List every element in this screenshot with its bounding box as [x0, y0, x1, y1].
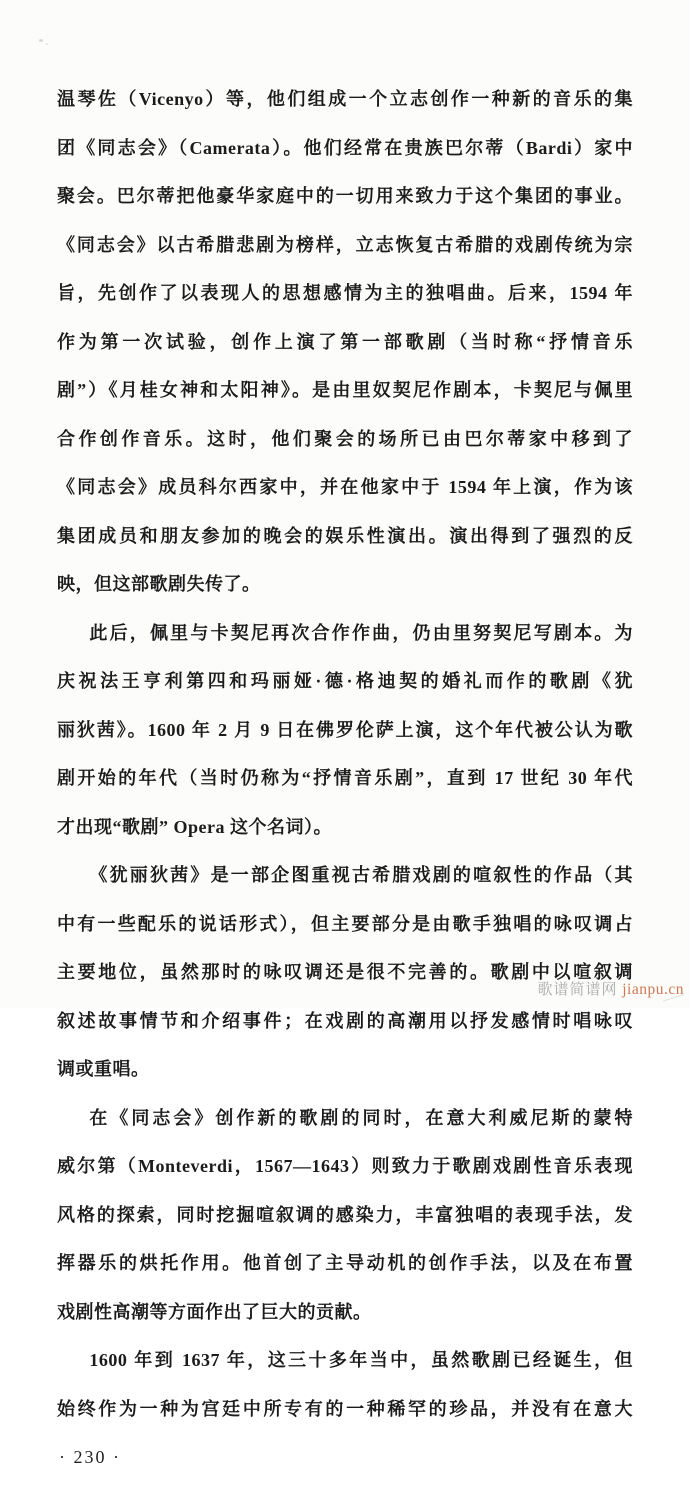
scan-speck — [39, 39, 43, 42]
text-line: 戏剧性高潮等方面作出了巨大的贡献。 — [57, 1301, 372, 1322]
watermark-site-name: 歌谱简谱网 — [537, 982, 618, 998]
text-line: 聚会。巴尔蒂把他豪华家庭中的一切用来致力于这个集团的事业。 — [57, 186, 633, 206]
text-line: 主要地位，虽然那时的咏叹调还是很不完善的。歌剧中以喧叙调 — [57, 962, 633, 982]
text-line: 中有一些配乐的说话形式），但主要部分是由歌手独唱的咏叹调占 — [57, 913, 633, 934]
text-line: 剧开始的年代（当时仍称为“抒情音乐剧”，直到 17 世纪 30 年代 — [57, 768, 633, 788]
page-number: · 230 · — [59, 1447, 121, 1467]
text-line: 调或重唱。 — [57, 1059, 150, 1079]
text-line: 温琴佐（Vicenyo）等，他们组成一个立志创作一种新的音乐的集 — [57, 89, 633, 109]
text-line: 集团成员和朋友参加的晚会的娱乐性演出。演出得到了强烈的反 — [57, 525, 633, 546]
text-line: 叙述故事情节和介绍事件；在戏剧的高潮用以抒发感情时唱咏叹 — [57, 1010, 633, 1031]
text-line: 此后，佩里与卡契尼再次合作作曲，仍由里努契尼写剧本。为 — [89, 622, 633, 643]
text-line: 庆祝法王亨利第四和玛丽娅·德·格迪契的婚礼而作的歌剧《犹 — [57, 671, 633, 691]
text-line: 剧”）《月桂女神和太阳神》。是由里奴契尼作剧本，卡契尼与佩里 — [57, 380, 633, 400]
text-line: 在《同志会》创作新的歌剧的同时，在意大利威尼斯的蒙特 — [89, 1107, 633, 1128]
text-line: 《同志会》成员科尔西家中，并在他家中于 1594 年上演，作为该 — [57, 477, 633, 497]
text-line: 挥器乐的烘托作用。他首创了主导动机的创作手法，以及在布置 — [57, 1253, 633, 1273]
scan-speck — [46, 43, 48, 45]
text-line: 威尔第（Monteverdi，1567—1643）则致力于歌剧戏剧性音乐表现 — [57, 1156, 633, 1176]
text-line: 才出现“歌剧” Opera 这个名词）。 — [57, 816, 332, 837]
text-line: 合作创作音乐。这时，他们聚会的场所已由巴尔蒂家中移到了 — [57, 428, 633, 449]
text-line: 作为第一次试验，创作上演了第一部歌剧（当时称“抒情音乐 — [57, 331, 633, 352]
text-line: 始终作为一种为宫廷中所专有的一种稀罕的珍品，并没有在意大 — [57, 1398, 633, 1419]
text-line: 旨，先创作了以表现人的思想感情为主的独唱曲。后来，1594 年 — [57, 283, 633, 303]
watermark — [537, 978, 684, 999]
watermark-site-url: jianpu.cn — [622, 981, 684, 998]
text-line: 《同志会》以古希腊悲剧为榜样，立志恢复古希腊的戏剧传统为宗 — [57, 234, 633, 255]
text-line: 团《同志会》（Camerata）。他们经常在贵族巴尔蒂（Bardi）家中 — [57, 137, 633, 158]
page-text — [57, 66, 633, 1491]
text-line: 映，但这部歌剧失传了。 — [57, 574, 261, 594]
text-line: 1600 年到 1637 年，这三十多年当中，虽然歌剧已经诞生，但 — [89, 1350, 633, 1370]
text-line: 《犹丽狄茜》是一部企图重视古希腊戏剧的喧叙性的作品（其 — [89, 865, 633, 885]
text-line: 丽狄茜》。1600 年 2 月 9 日在佛罗伦萨上演，这个年代被公认为歌 — [57, 719, 633, 740]
text-line: 风格的探索，同时挖掘喧叙调的感染力，丰富独唱的表现手法，发 — [57, 1204, 633, 1225]
